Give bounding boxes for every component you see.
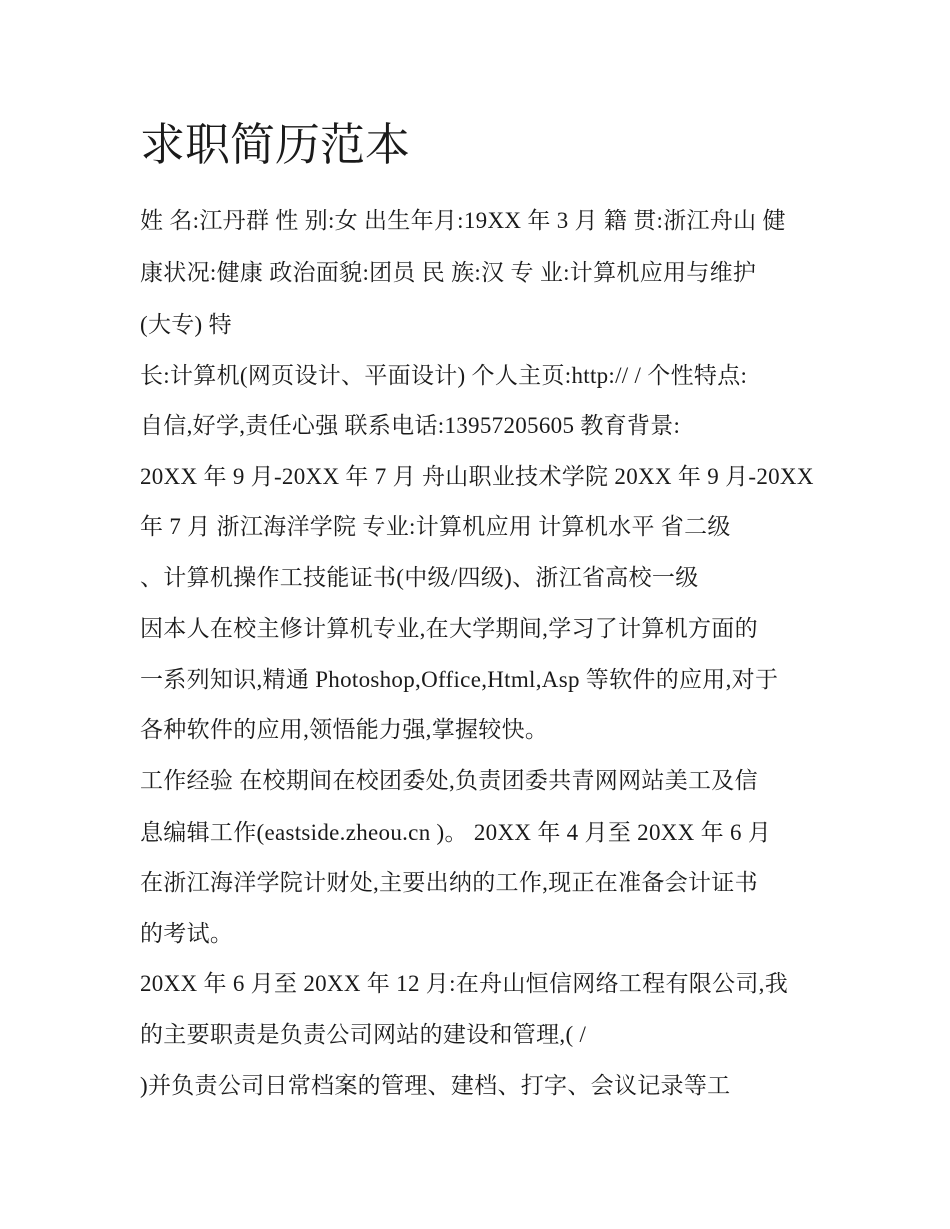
body-line: )并负责公司日常档案的管理、建档、打字、会议记录等工 bbox=[140, 1073, 731, 1098]
body-line: 在浙江海洋学院计财处,主要出纳的工作,现正在准备会计证书 bbox=[140, 870, 758, 895]
body-line: 年 7 月 浙江海洋学院 专业:计算机应用 计算机水平 省二级 bbox=[140, 514, 731, 539]
body-line: 20XX 年 9 月-20XX 年 7 月 舟山职业技术学院 20XX 年 9 月-20XX bbox=[140, 464, 814, 489]
body-line: 工作经验 在校期间在校团委处,负责团委共青网网站美工及信 bbox=[140, 768, 758, 793]
body-line: 的主要职责是负责公司网站的建设和管理,( / bbox=[140, 1022, 587, 1047]
body-line: 长:计算机(网页设计、平面设计) 个人主页:http:// / 个性特点: bbox=[140, 363, 748, 388]
body-line: 康状况:健康 政治面貌:团员 民 族:汉 专 业:计算机应用与维护 bbox=[140, 260, 757, 285]
body-line: 息编辑工作(eastside.zheou.cn )。 20XX 年 4 月至 20XX 年 6 月 bbox=[140, 820, 772, 845]
body-line: 自信,好学,责任心强 联系电话:13957205605 教育背景: bbox=[140, 413, 681, 438]
body-line: 因本人在校主修计算机专业,在大学期间,学习了计算机方面的 bbox=[140, 616, 758, 641]
body-line: 各种软件的应用,领悟能力强,掌握较快。 bbox=[140, 717, 549, 742]
body-line: 一系列知识,精通 Photoshop,Office,Html,Asp 等软件的应用,对于 bbox=[140, 667, 779, 692]
body-line: 、计算机操作工技能证书(中级/四级)、浙江省高校一级 bbox=[140, 565, 699, 590]
page-title: 求职简历范本 bbox=[140, 118, 411, 171]
body-line: 的考试。 bbox=[140, 921, 234, 946]
body-line: (大专) 特 bbox=[140, 312, 232, 337]
body-line: 姓 名:江丹群 性 别:女 出生年月:19XX 年 3 月 籍 贯:浙江舟山 健 bbox=[140, 208, 786, 233]
body-line: 20XX 年 6 月至 20XX 年 12 月:在舟山恒信网络工程有限公司,我 bbox=[140, 971, 789, 996]
